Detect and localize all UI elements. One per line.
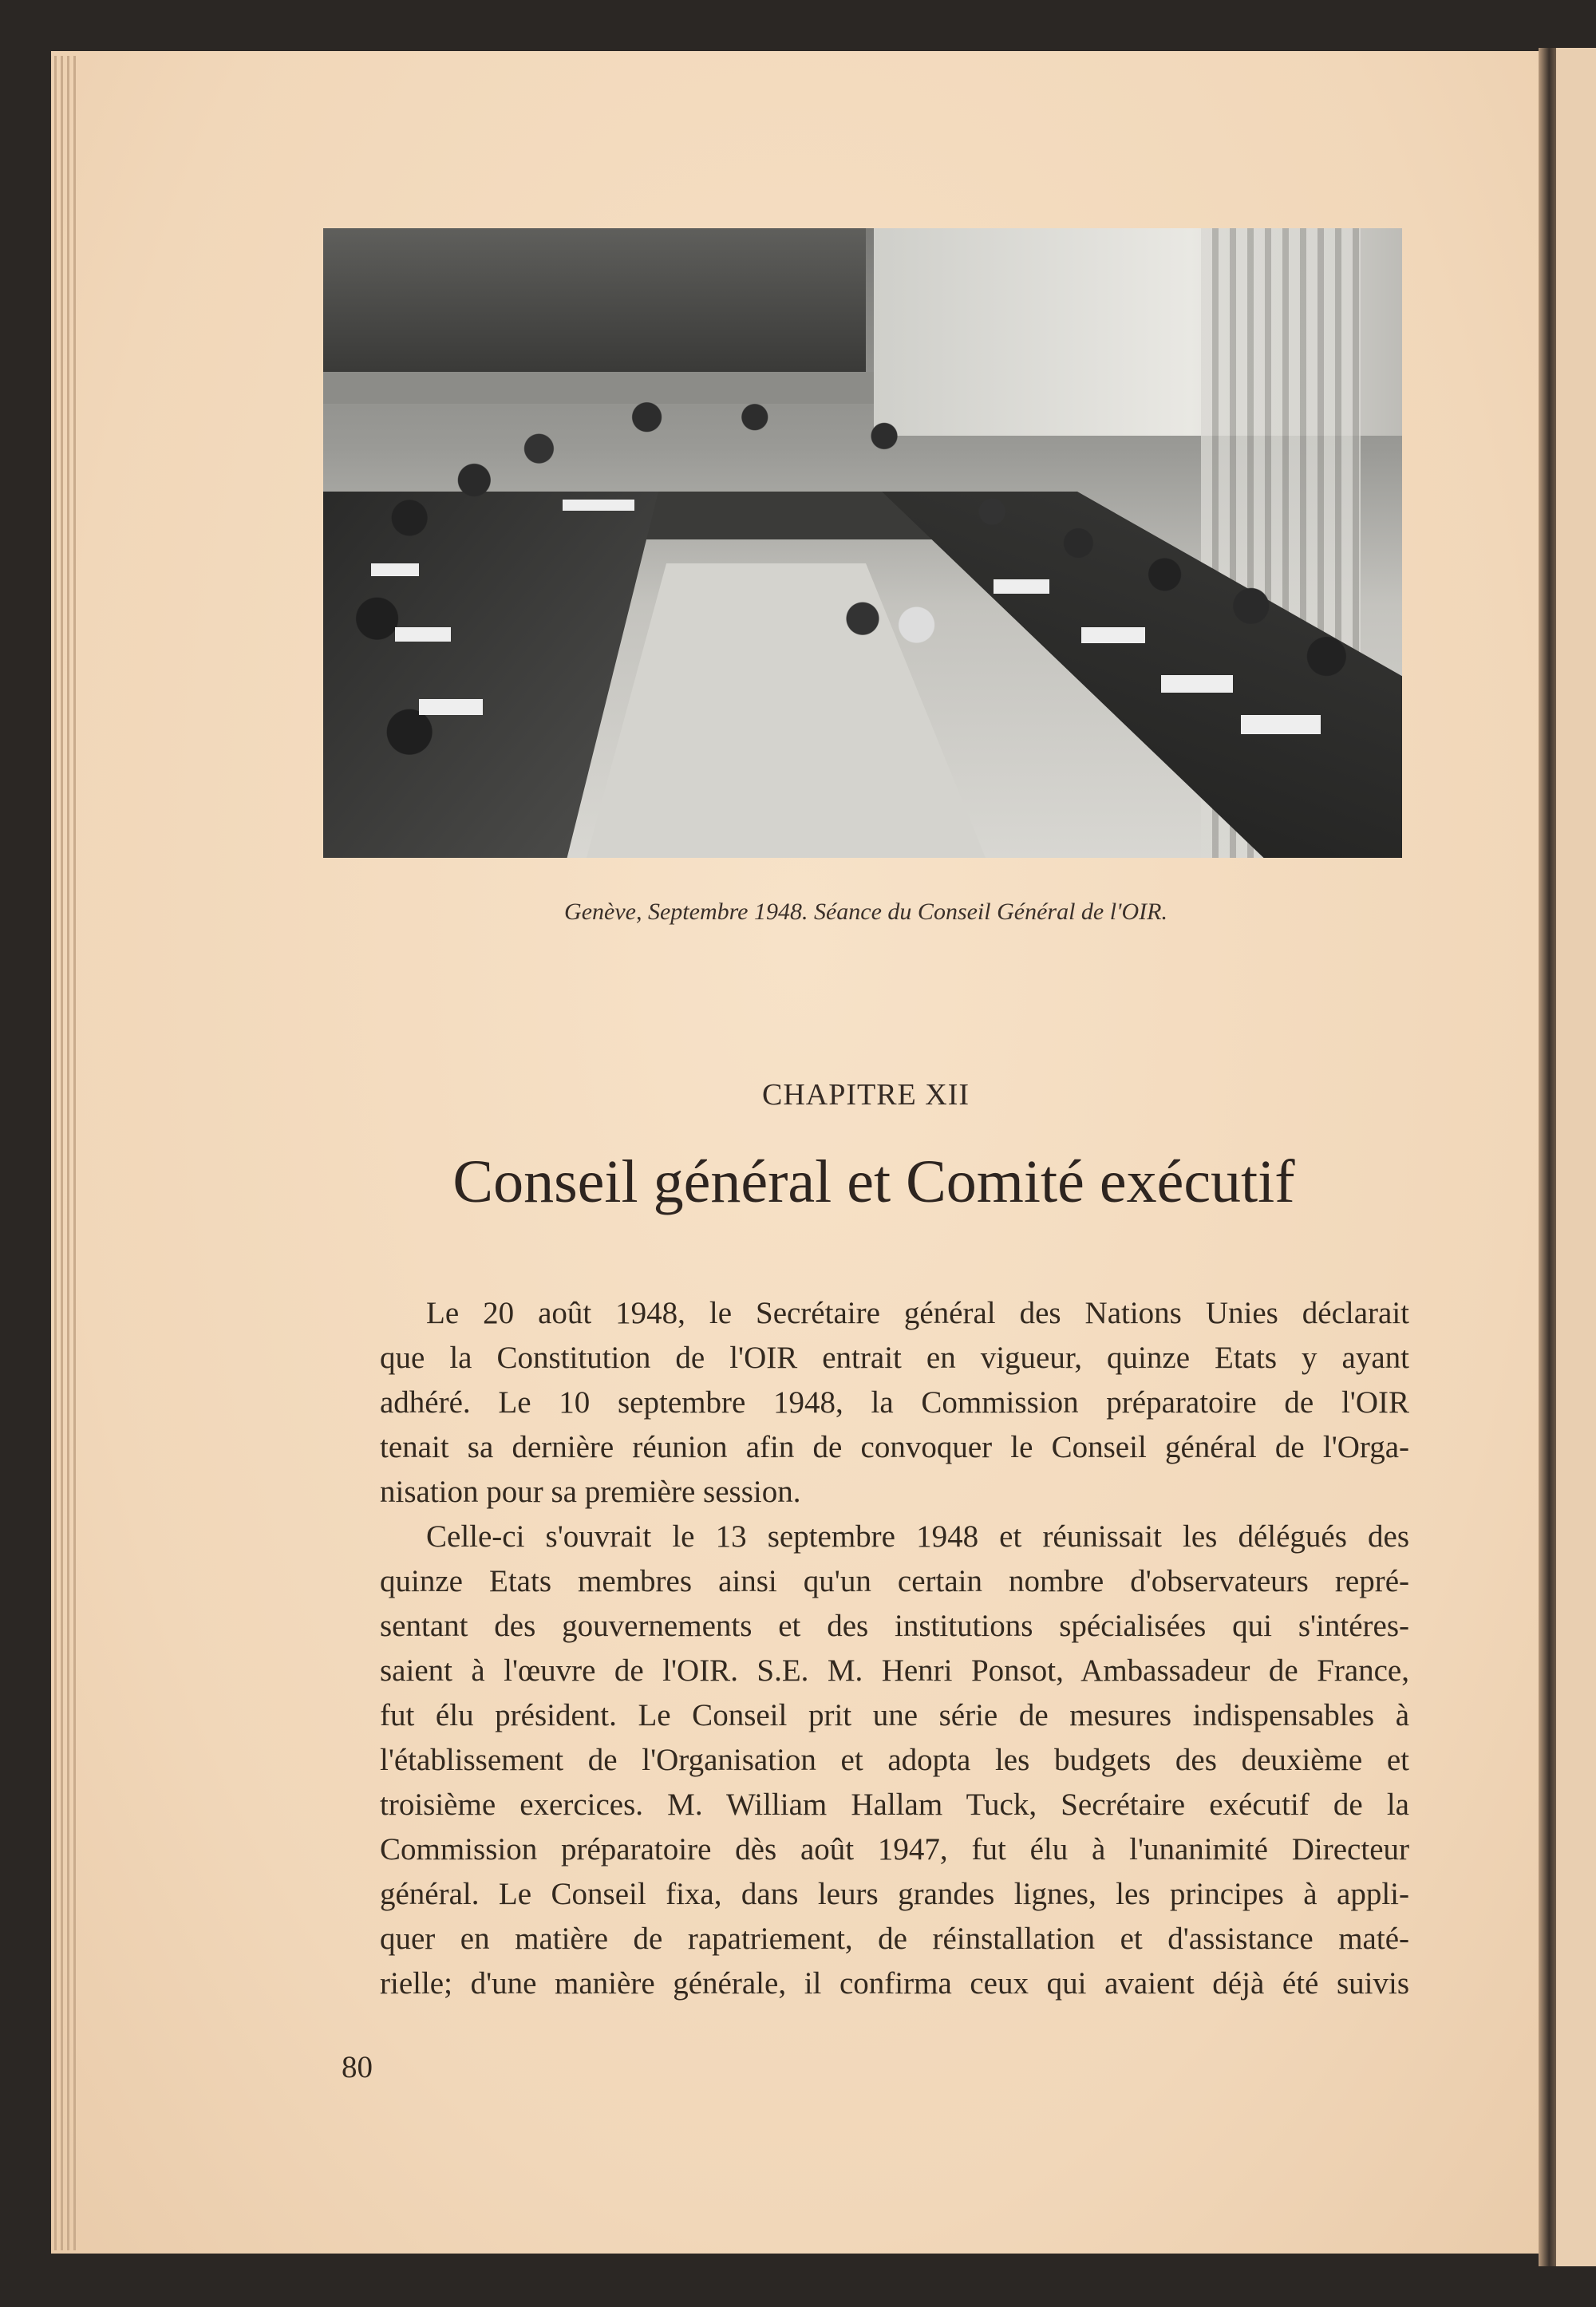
page-edge [73, 56, 76, 2250]
text-line: Le 20 août 1948, le Secrétaire général des Nations Unies déclarait [426, 1296, 1409, 1330]
text-line: sentant des gouvernements et des institutions spécialisées qui s'intéres- [380, 1609, 1409, 1643]
text-line: quinze Etats membres ainsi qu'un certain nombre d'observateurs repré- [380, 1564, 1409, 1598]
text-line: nisation pour sa première session. [380, 1475, 801, 1509]
chapter-label: CHAPITRE XII [761, 1078, 970, 1112]
text-line: fut élu président. Le Conseil prit une série de mesures indispensables à [380, 1698, 1409, 1732]
photo-caption: Genève, Septembre 1948. Séance du Conseil Général de l'OIR. [564, 899, 1167, 925]
page-edge [54, 56, 57, 2250]
text-line: général. Le Conseil fixa, dans leurs grandes lignes, les principes à appli- [380, 1877, 1409, 1911]
text-line: adhéré. Le 10 septembre 1948, la Commission préparatoire de l'OIR [380, 1385, 1409, 1420]
text-line: tenait sa dernière réunion afin de convoquer le Conseil général de l'Orga- [380, 1430, 1409, 1464]
chapter-title: Conseil général et Comité exécutif [452, 1148, 1295, 1215]
page-edge [67, 56, 69, 2250]
text-line: que la Constitution de l'OIR entrait en vigueur, quinze Etats y ayant [380, 1341, 1409, 1375]
text-line: saient à l'œuvre de l'OIR. S.E. M. Henri Ponsot, Ambassadeur de France, [380, 1653, 1409, 1688]
page-edge [61, 56, 63, 2250]
next-page-edge [1556, 48, 1596, 2266]
body-text [380, 1291, 1409, 2006]
text-line: Commission préparatoire dès août 1947, fut élu à l'unanimité Directeur [380, 1832, 1409, 1867]
text-line: l'établissement de l'Organisation et adopta les budgets des deuxième et [380, 1743, 1409, 1777]
page-number: 80 [342, 2050, 373, 2084]
text-line: Celle-ci s'ouvrait le 13 septembre 1948 et réunissait les délégués des [426, 1519, 1409, 1554]
meeting-photo [323, 228, 1402, 858]
text-line: quer en matière de rapatriement, de réinstallation et d'assistance maté- [380, 1922, 1409, 1956]
text-line: rielle; d'une manière générale, il confirma ceux qui avaient déjà été suivis [380, 1966, 1409, 2001]
text-line: troisième exercices. M. William Hallam Tuck, Secrétaire exécutif de la [380, 1788, 1409, 1822]
book-gutter [1539, 48, 1556, 2266]
